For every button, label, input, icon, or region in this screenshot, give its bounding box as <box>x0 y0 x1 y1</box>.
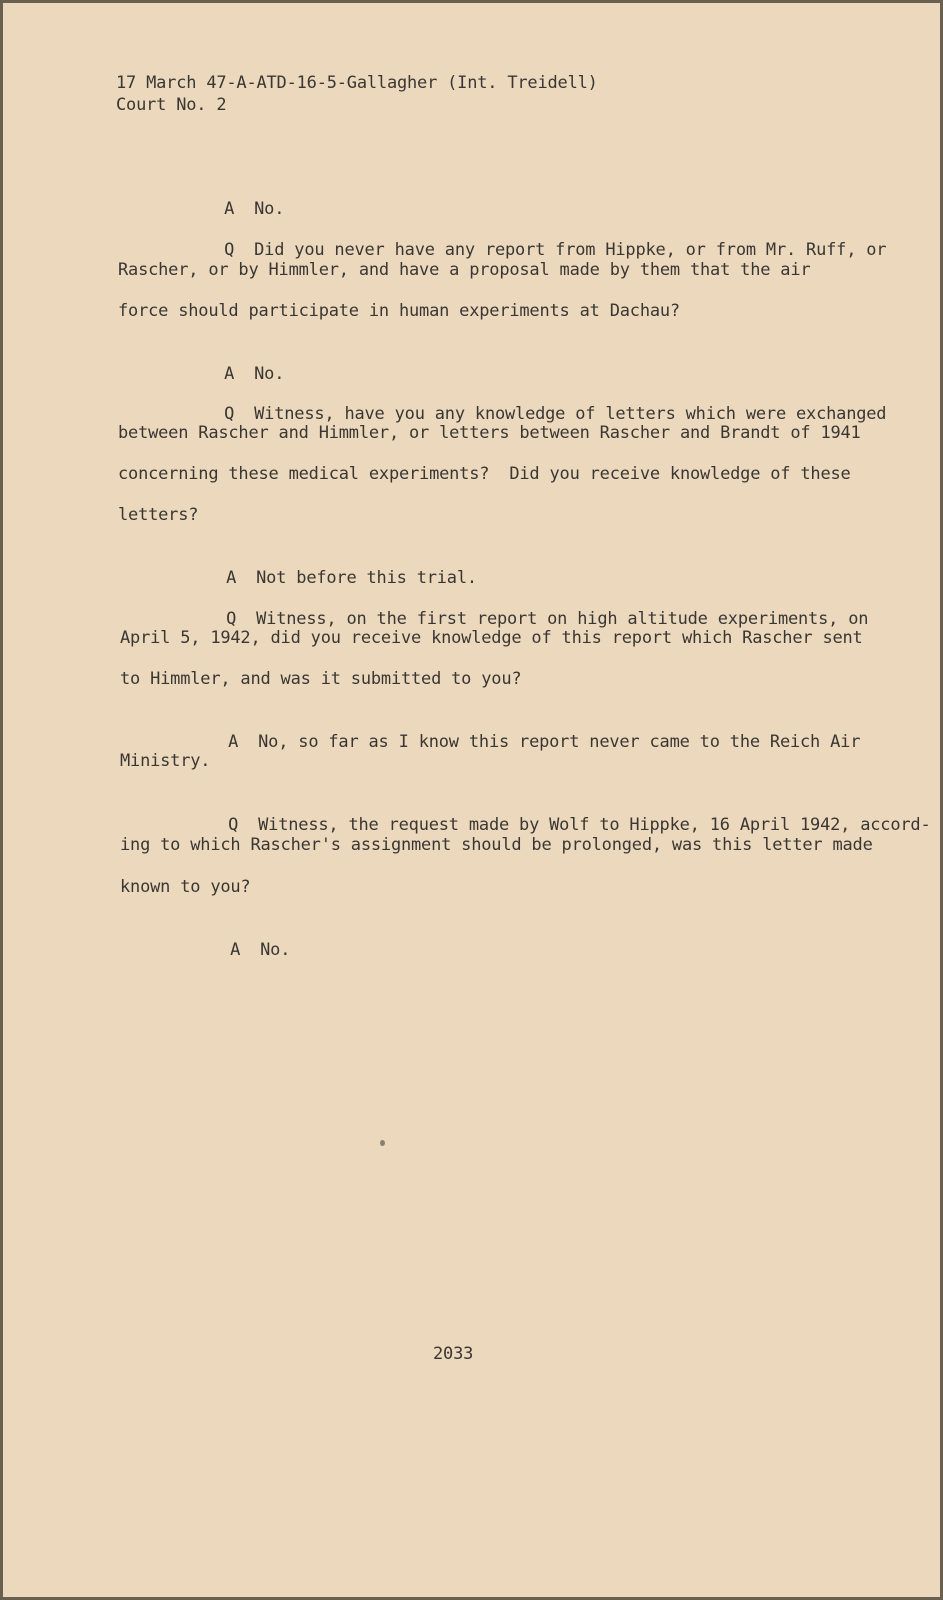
document-header <box>116 72 598 116</box>
speaker-label: Q <box>224 404 235 424</box>
answer-line <box>190 917 290 983</box>
transcript-line: between Rascher and Himmler, or letters between Rascher and Brandt of 1941 <box>118 423 861 443</box>
transcript-text: Witness, on the first report on high altitude experiments, on <box>256 609 869 629</box>
transcript-text: Witness, the request made by Wolf to Hippke, 16 April 1942, accord- <box>258 815 931 835</box>
transcript-text: No. <box>254 199 285 219</box>
transcript-text: No. <box>254 364 285 384</box>
transcript-text: Witness, have you any knowledge of letters which were exchanged <box>254 404 887 424</box>
transcript-line: Ministry. <box>120 751 211 771</box>
speaker-label: A <box>226 568 237 588</box>
speaker-label: A <box>228 732 239 752</box>
header-court-line: Court No. 2 <box>116 95 227 115</box>
transcript-line: known to you? <box>120 877 251 897</box>
transcript-line: force should participate in human experiments at Dachau? <box>118 301 680 321</box>
transcript-line: Rascher, or by Himmler, and have a proposal made by them that the air <box>118 260 811 280</box>
answer-line <box>188 709 860 775</box>
transcript-text: No, so far as I know this report never came to the Reich Air <box>258 732 861 752</box>
transcript-line: ing to which Rascher's assignment should be prolonged, was this letter made <box>120 835 873 855</box>
page-number: 2033 <box>433 1344 474 1364</box>
speaker-label: A <box>224 199 235 219</box>
transcript-line: to Himmler, and was it submitted to you? <box>120 669 522 689</box>
transcript-text: Not before this trial. <box>256 568 477 588</box>
transcript-text: No. <box>260 940 291 960</box>
transcript-line: letters? <box>118 505 199 525</box>
paper-speck <box>380 1140 385 1146</box>
transcript-line: concerning these medical experiments? Did you receive knowledge of these <box>118 464 851 484</box>
speaker-label: Q <box>224 240 235 260</box>
transcript-text: Did you never have any report from Hippke, or from Mr. Ruff, or <box>254 240 887 260</box>
speaker-label: Q <box>226 609 237 629</box>
transcript-line: April 5, 1942, did you receive knowledge of this report which Rascher sent <box>120 628 863 648</box>
speaker-label: A <box>230 940 241 960</box>
speaker-label: Q <box>228 815 239 835</box>
header-case-line: 17 March 47-A-ATD-16-5-Gallagher (Int. Treidell) <box>116 73 598 93</box>
speaker-label: A <box>224 364 235 384</box>
